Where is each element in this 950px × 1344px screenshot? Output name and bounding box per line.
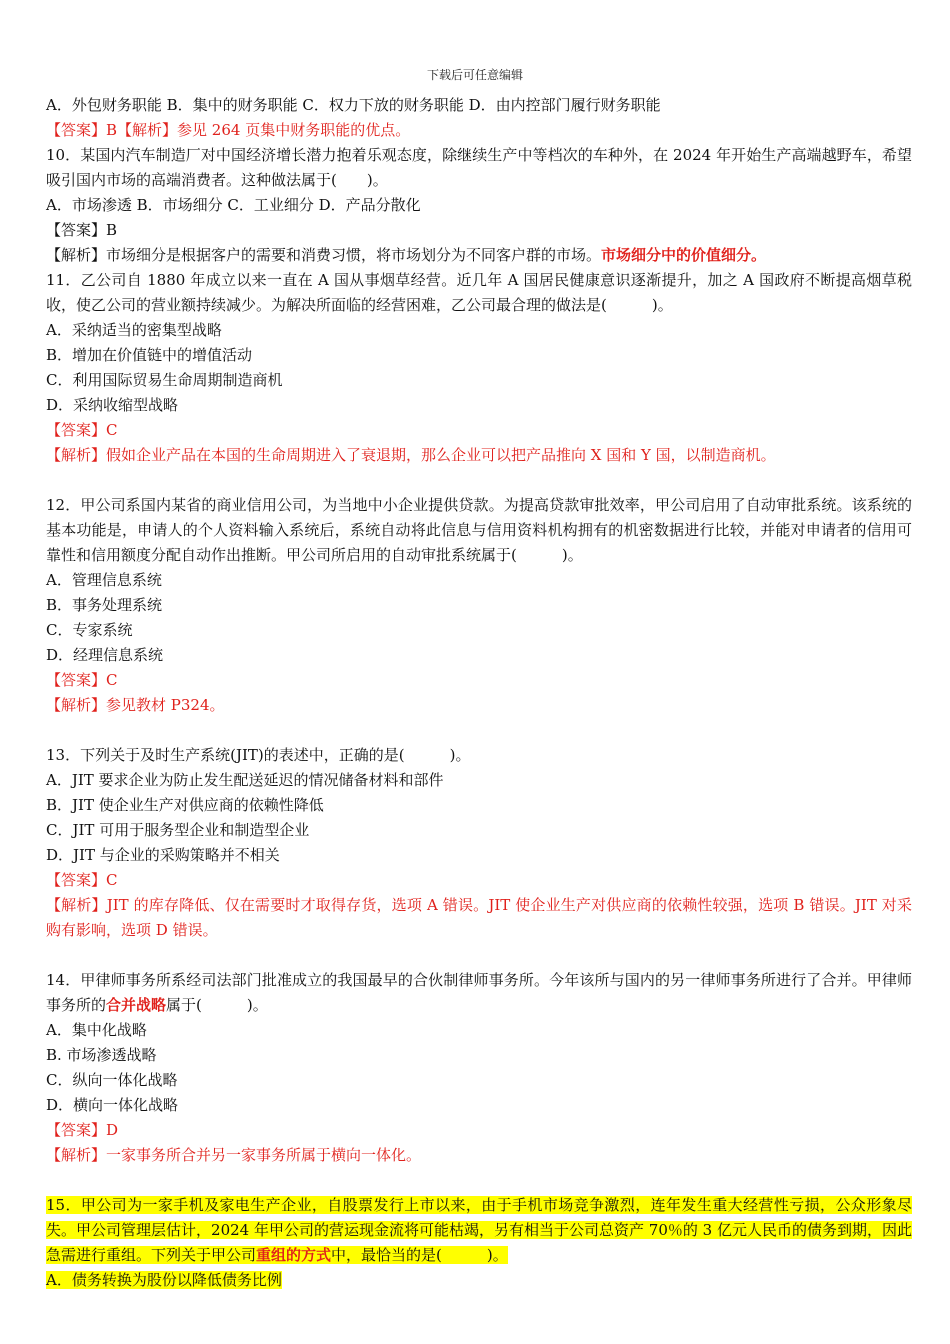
q13-stem: 13．下列关于及时生产系统(JIT)的表述中，正确的是( )。 — [46, 746, 471, 764]
q14-option-c: C．纵向一体化战略 — [46, 1071, 178, 1089]
q11-analysis: 【解析】假如企业产品在本国的生命周期进入了衰退期，那么企业可以把产品推向 X 国和 Y 国，以制造商机。 — [46, 446, 776, 464]
q11-option-c: C．利用国际贸易生命周期制造商机 — [46, 371, 283, 389]
q14-stem — [46, 968, 912, 1018]
q14-option-d: D．横向一体化战略 — [46, 1096, 179, 1114]
q13-answer: 【答案】C — [46, 871, 118, 889]
document-body — [46, 93, 912, 1293]
q15-stem — [46, 1193, 912, 1268]
q10-analysis-label: 【解析】 — [46, 246, 107, 264]
q12-option-d: D．经理信息系统 — [46, 646, 164, 664]
q10-options: A．市场渗透 B．市场细分 C．工业细分 D．产品分散化 — [46, 196, 421, 214]
q14-option-a: A．集中化战略 — [46, 1021, 147, 1039]
q11-answer: 【答案】C — [46, 421, 118, 439]
q15-stem-part-b: 中，最恰当的是( )。 — [331, 1246, 508, 1264]
q11-option-d: D．采纳收缩型战略 — [46, 396, 179, 414]
page-header: 下载后可任意编辑 — [426, 68, 523, 82]
q13-option-a: A．JIT 要求企业为防止发生配送延迟的情况储备材料和部件 — [46, 771, 444, 789]
q12-analysis: 【解析】参见教材 P324。 — [46, 696, 225, 714]
q15-option-a: A．债务转换为股份以降低债务比例 — [46, 1271, 282, 1289]
q10-analysis — [46, 243, 912, 268]
q14-stem-part-b: 属于( )。 — [166, 996, 268, 1014]
q15-stem-part-a: 15．甲公司为一家手机及家电生产企业，自股票发行上市以来，由于手机市场竞争激烈，连年发生重大经营性亏损，公众形象尽失。甲公司管理层估计，2024 年甲公司的营运现金流将可能枯竭，另有相当于公司总资产 70％的 3 亿元人民币的债务到期，因此急需进行重组。下列关于甲公司 — [46, 1196, 912, 1264]
q15-stem-emphasis: 重组的方式 — [256, 1246, 332, 1264]
q10-analysis-emphasis: 市场细分中的价值细分。 — [601, 246, 767, 264]
q13-option-d: D．JIT 与企业的采购策略并不相关 — [46, 846, 280, 864]
q14-stem-emphasis: 合并战略 — [106, 996, 167, 1014]
q12-answer: 【答案】C — [46, 671, 118, 689]
q9-options: A．外包财务职能 B．集中的财务职能 C．权力下放的财务职能 D．由内控部门履行财务职能 — [46, 96, 661, 114]
q10-stem: 10．某国内汽车制造厂对中国经济增长潜力抱着乐观态度，除继续生产中等档次的车种外，在 2024 年开始生产高端越野车，希望吸引国内市场的高端消费者。这种做法属于( )。 — [46, 146, 912, 189]
q15-option-a-line — [46, 1268, 912, 1293]
q14-answer: 【答案】D — [46, 1121, 119, 1139]
q14-analysis: 【解析】一家事务所合并另一家事务所属于横向一体化。 — [46, 1146, 422, 1164]
q12-option-a: A．管理信息系统 — [46, 571, 162, 589]
q12-option-b: B．事务处理系统 — [46, 596, 163, 614]
q10-answer: 【答案】B — [46, 221, 118, 239]
q11-option-b: B．增加在价值链中的增值活动 — [46, 346, 253, 364]
q13-option-c: C．JIT 可用于服务型企业和制造型企业 — [46, 821, 310, 839]
q11-option-a: A．采纳适当的密集型战略 — [46, 321, 222, 339]
q13-option-b: B．JIT 使企业生产对供应商的依赖性降低 — [46, 796, 324, 814]
q11-stem: 11．乙公司自 1880 年成立以来一直在 A 国从事烟草经营。近几年 A 国居民健康意识逐渐提升，加之 A 国政府不断提高烟草税收，使乙公司的营业额持续减少。为解决所面临的经营困难，乙公司最合理的做法是( )。 — [46, 271, 912, 314]
q12-option-c: C．专家系统 — [46, 621, 133, 639]
q9-answer: 【答案】B【解析】参见 264 页集中财务职能的优点。 — [46, 121, 411, 139]
q10-analysis-text: 市场细分是根据客户的需要和消费习惯，将市场划分为不同客户群的市场。 — [106, 246, 602, 264]
q13-analysis: 【解析】JIT 的库存降低、仅在需要时才取得存货，选项 A 错误。JIT 使企业生产对供应商的依赖性较强，选项 B 错误。JIT 对采购有影响，选项 D 错误。 — [46, 896, 912, 939]
q14-option-b: B. 市场渗透战略 — [46, 1046, 157, 1064]
q14-stem-part-a: 14．甲律师事务所系经司法部门批准成立的我国最早的合伙制律师事务所。今年该所与国内的另一律师事务所进行了合并。甲律师事务所的 — [46, 971, 912, 1014]
q12-stem: 12．甲公司系国内某省的商业信用公司，为当地中小企业提供贷款。为提高贷款审批效率，甲公司启用了自动审批系统。该系统的基本功能是，申请人的个人资料输入系统后，系统自动将此信息与信用资料机构拥有的机密数据进行比较，并能对申请者的信用可靠性和信用额度分配自动作出推断。甲公司所启用的自动审批系统属于( )。 — [46, 496, 912, 564]
